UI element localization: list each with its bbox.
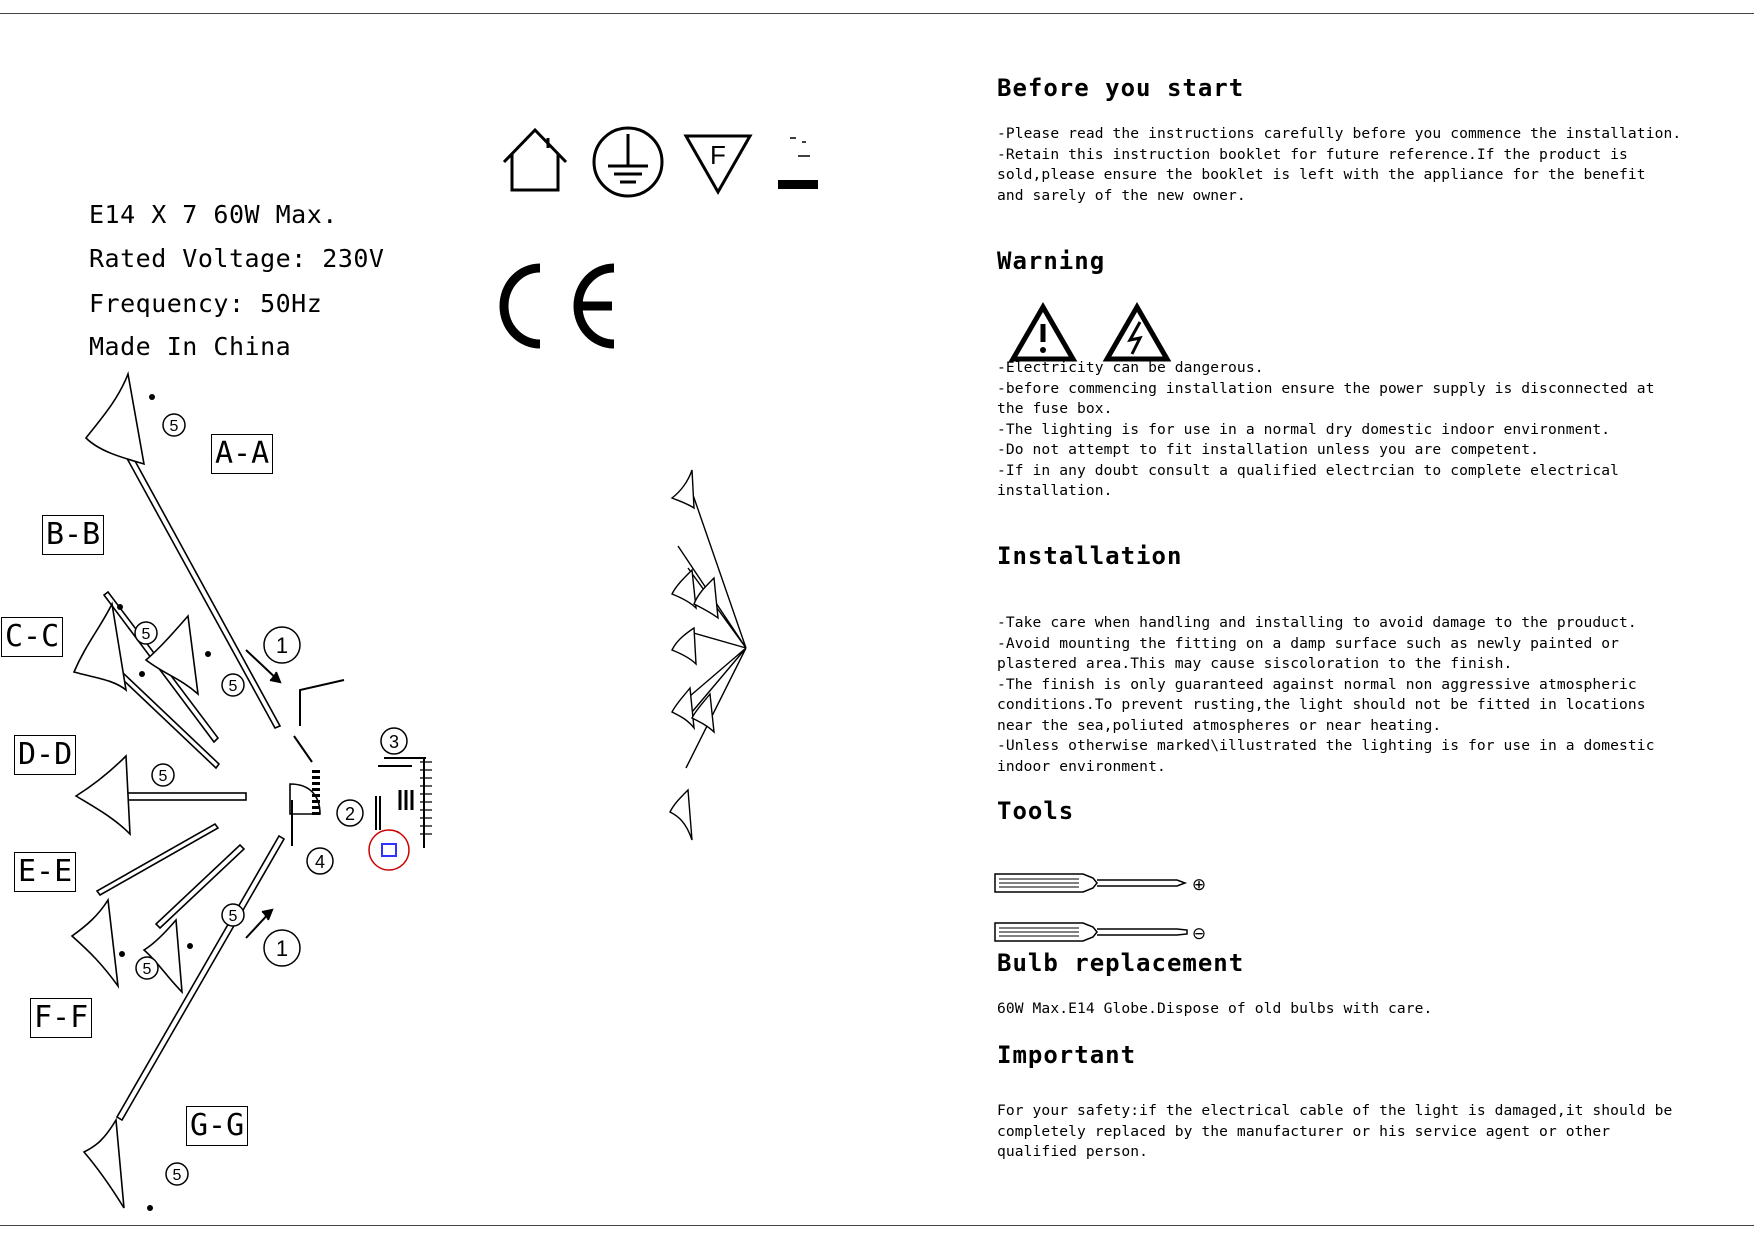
step-5-label-f1: 5 [228, 908, 238, 925]
before-line: sold,please ensure the booklet is left with the appliance for the benefit [997, 166, 1646, 183]
before-line: and sarely of the new owner. [997, 186, 1246, 204]
tag-a-a: A-A [211, 434, 273, 474]
phillips-symbol: ⊕ [1191, 875, 1207, 895]
earth-ground-icon [590, 124, 666, 200]
tag-e-e: E-E [14, 852, 76, 892]
wiring-inset [369, 830, 409, 870]
warning-line: -before commencing installation ensure the power supply is disconnected at [997, 379, 1655, 397]
spec-bulbs: E14 X 7 60W Max. [89, 200, 338, 229]
before-line: -Retain this instruction booklet for future reference.If the product is [997, 145, 1628, 163]
installation-line: -Avoid mounting the fitting on a damp surface such as newly painted or [997, 634, 1620, 652]
step-1-label-a: 1 [275, 633, 289, 658]
arrow-to-hub [294, 736, 312, 762]
spec-voltage: Rated Voltage: 230V [89, 244, 385, 273]
shade-e [72, 900, 118, 986]
tag-c-c: C-C [1, 617, 63, 657]
ce-mark-icon [500, 262, 620, 350]
installation-line: -The finish is only guaranteed against normal non aggressive atmospheric [997, 675, 1637, 693]
important-line: completely replaced by the manufacturer or his service agent or other [997, 1122, 1611, 1140]
warning-text [997, 358, 1677, 502]
warning-caution-icon [1010, 304, 1076, 362]
f-mark-letter: F [710, 140, 726, 170]
step-5-label-c2: 5 [228, 678, 238, 695]
heading-installation: Installation [997, 542, 1183, 570]
step-5-label-c1: 5 [141, 626, 151, 643]
spec-origin: Made In China [89, 332, 292, 361]
installation-line: -Take care when handling and installing to avoid damage to the prouduct. [997, 614, 1637, 631]
important-line: For your safety:if the electrical cable of the light is damaged,it should be [997, 1102, 1673, 1119]
tag-g-g: G-G [186, 1106, 248, 1146]
heading-warning: Warning [997, 247, 1106, 275]
step-2-label: 2 [344, 804, 356, 824]
important-text [997, 1101, 1677, 1163]
step-5-label-d: 5 [158, 768, 168, 785]
assembled-fixture [668, 468, 778, 840]
warning-electric-icon [1104, 304, 1170, 362]
shade-a [86, 374, 144, 464]
before-you-start-text [997, 124, 1682, 206]
spec-frequency: Frequency: 50Hz [89, 289, 323, 318]
hex-key-icon [300, 680, 344, 726]
step-5-label-a: 5 [169, 418, 179, 435]
warning-line: -Electricity can be dangerous. [997, 359, 1264, 376]
arm-a [118, 439, 280, 728]
warning-line: -If in any doubt consult a qualified electrcian to complete electrical [997, 461, 1620, 479]
installation-line: conditions.To prevent rusting,the light should not be fitted in locations [997, 696, 1646, 713]
heading-important: Important [997, 1041, 1137, 1069]
flathead-screwdriver-icon [993, 919, 1207, 945]
indoor-use-icon [500, 126, 570, 194]
warning-line: -The lighting is for use in a normal dry domestic indoor environment. [997, 420, 1611, 438]
tag-f-f: F-F [30, 998, 92, 1038]
installation-line: near the sea,poliuted atmospheres or near heating. [997, 716, 1442, 734]
step-3-label: 3 [388, 732, 400, 752]
installation-line: -Unless otherwise marked\illustrated the lighting is for use in a domestic [997, 737, 1655, 754]
installation-line: indoor environment. [997, 757, 1166, 775]
installation-text [997, 613, 1677, 777]
warning-line: installation. [997, 482, 1113, 499]
before-line: -Please read the instructions carefully before you commence the installation. [997, 125, 1682, 142]
shade-f [144, 920, 182, 992]
step-1-label-b: 1 [275, 936, 289, 961]
heading-before-you-start: Before you start [997, 74, 1245, 102]
tag-d-d: D-D [14, 735, 76, 775]
warning-line: the fuse box. [997, 400, 1113, 417]
class-marking-icon [776, 130, 822, 194]
shade-d [76, 756, 130, 834]
heading-bulb-replacement: Bulb replacement [997, 949, 1245, 977]
step-5-label-g: 5 [172, 1167, 182, 1184]
tag-b-b: B-B [42, 515, 104, 555]
f-mark-icon [684, 134, 752, 194]
top-rule [0, 13, 1754, 14]
shade-b [74, 604, 126, 690]
assembly-diagram [0, 360, 440, 1230]
heading-tools: Tools [997, 797, 1075, 825]
bulb-replacement-text [997, 999, 1677, 1020]
step-4-label: 4 [314, 852, 326, 872]
shade-g [84, 1120, 124, 1208]
phillips-screwdriver-icon [993, 870, 1207, 896]
important-line: qualified person. [997, 1143, 1149, 1160]
installation-line: plastered area.This may cause siscoloration to the finish. [997, 655, 1513, 672]
flathead-symbol: ⊖ [1191, 924, 1207, 944]
step-5-label-f2: 5 [142, 961, 152, 978]
bulb-line: 60W Max.E14 Globe.Dispose of old bulbs with care. [997, 1000, 1433, 1017]
warning-line: -Do not attempt to fit installation unless you are competent. [997, 441, 1540, 458]
